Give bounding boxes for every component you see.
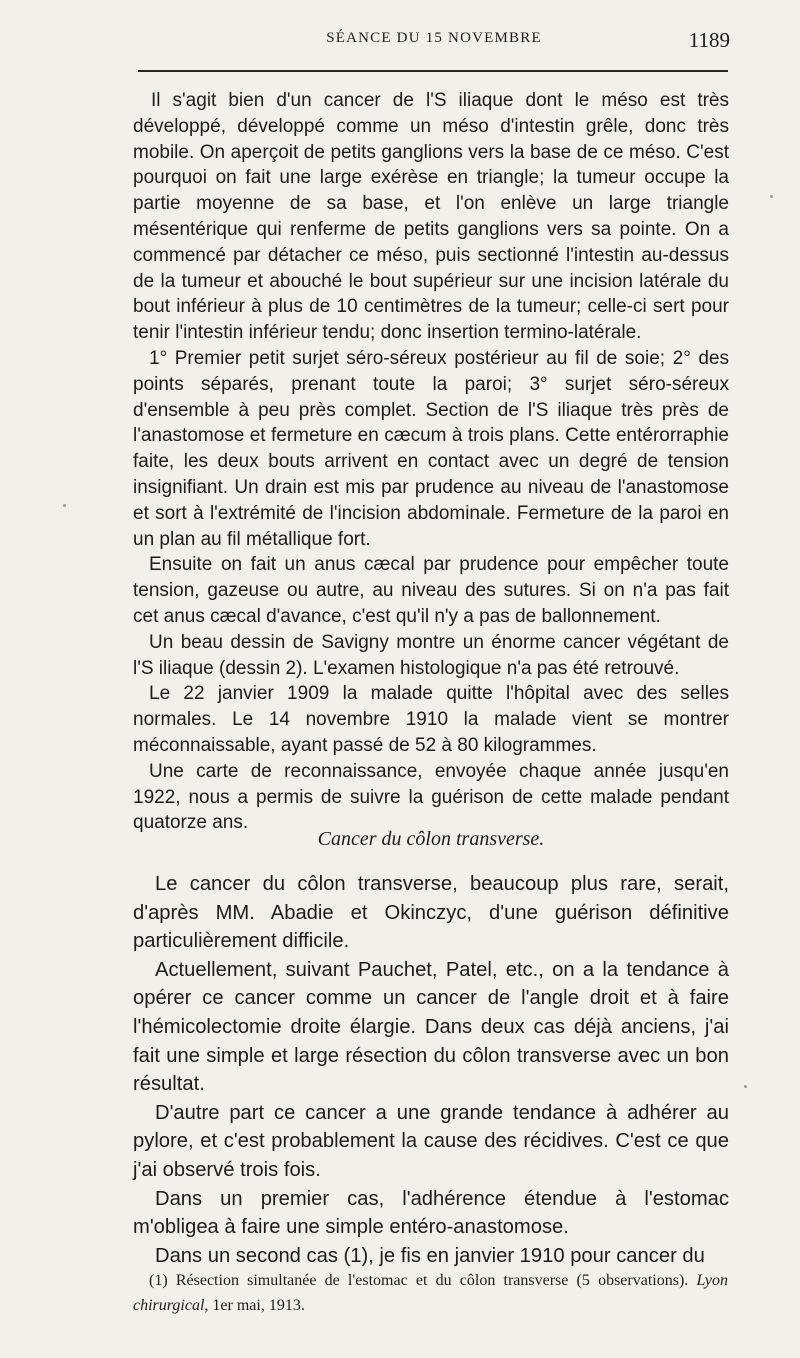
paragraph-sutures: 1° Premier petit surjet séro-séreux postérieur au fil de soie; 2° des points séparés, prenant toute la paroi; 3° surjet séro-séreux d'ensemble à peu près complet. Section de l'S iliaque très près de l'anastomose et fermeture en cæcum à trois plans. Cette entérorraphie faite, les deux bouts arrivent en contact avec un degré de tension insignifiant. Un drain est mis par prudence au niveau de l'anastomose et sort à l'extrémité de l'incision abdominale. Fermeture de la paroi en un plan au fil métallique fort. xyxy=(133,347,729,550)
paper-speck xyxy=(63,504,66,507)
paragraph-second-case: Dans un second cas (1), je fis en janvier 1910 pour cancer du xyxy=(155,1244,705,1267)
footnote-text-before-journal: Résection simultanée de l'estomac et du côlon transverse (5 observations). xyxy=(175,1272,689,1289)
section-text xyxy=(133,870,729,1270)
paragraph-first-case: Dans un premier cas, l'adhérence étendue à l'estomac m'obligea à faire une simple entéro-anastomose. xyxy=(133,1187,729,1239)
paragraph-drawing: Un beau dessin de Savigny montre un énorme cancer végétant de l'S iliaque (dessin 2). L'examen histologique n'a pas été retrouvé. xyxy=(133,631,729,679)
running-title: SÉANCE DU 15 NOVEMBRE xyxy=(326,30,542,46)
footnote-text xyxy=(133,1268,728,1318)
page-number: 1189 xyxy=(688,28,730,52)
paper-speck xyxy=(770,195,773,198)
section-title: Cancer du côlon transverse. xyxy=(317,828,545,850)
paragraph-pylorus: D'autre part ce cancer a une grande tendance à adhérer au pylore, et c'est probablement la cause des récidives. C'est ce que j'ai observé trois fois. xyxy=(133,1101,729,1181)
paragraph-cecal-anus: Ensuite on fait un anus cæcal par prudence pour empêcher toute tension, gazeuse ou autre, au niveau des sutures. Si on n'a pas fait cet anus cæcal d'avance, c'est qu'il n'y a pas de ballonnement. xyxy=(133,554,729,627)
paragraph-mesocolon: Il s'agit bien d'un cancer de l'S iliaque dont le méso est très développé, développé comme un méso d'intestin grêle, donc très mobile. On aperçoit de petits ganglions vers la base de ce méso. C'est pourquoi on fait une large exérèse en triangle; la tumeur occupe la partie moyenne de sa base, et l'on enlève un large triangle mésentérique qui renferme de petits ganglions vers sa pointe. On a commencé par détacher ce méso, puis sectionné l'intestin au-dessus de la tumeur et abouché le bout supérieur sur une incision latérale du bout inférieur à plus de 10 centimètres de la tumeur; celle-ci sert pour tenir l'intestin inférieur tendu; donc insertion termino-latérale. xyxy=(133,90,729,344)
paragraph-follow-up: Le 22 janvier 1909 la malade quitte l'hôpital avec des selles normales. Le 14 novembre 1910 la malade vient se montrer méconnaissable, ayant passé de 52 à 80 kilogrammes. xyxy=(133,683,729,756)
footnote xyxy=(133,1268,728,1318)
paper-speck xyxy=(744,1085,747,1088)
footnote-marker: (1) xyxy=(149,1272,168,1289)
paragraph-hemicolectomy: Actuellement, suivant Pauchet, Patel, etc., on a la tendance à opérer ce cancer comme un cancer de l'angle droit et à faire l'hémicolectomie droite élargie. Dans deux cas déjà anciens, j'ai fait une simple et large résection du côlon transverse avec un bon résultat. xyxy=(133,958,729,1096)
running-header xyxy=(138,30,730,54)
paragraph-transverse-colon: Le cancer du côlon transverse, beaucoup plus rare, serait, d'après MM. Abadie et Okinczyc, d'une guérison définitive particulièrement difficile. xyxy=(133,873,729,953)
main-text xyxy=(133,88,729,836)
footnote-text-after-journal: , 1er mai, 1913. xyxy=(204,1297,305,1314)
footnote-journal: Lyon chirurgical xyxy=(133,1272,728,1314)
paragraph-recognition-card: Une carte de reconnaissance, envoyée chaque année jusqu'en 1922, nous a permis de suivre la guérison de cette malade pendant quatorze ans. xyxy=(133,760,729,834)
header-rule xyxy=(138,70,728,72)
